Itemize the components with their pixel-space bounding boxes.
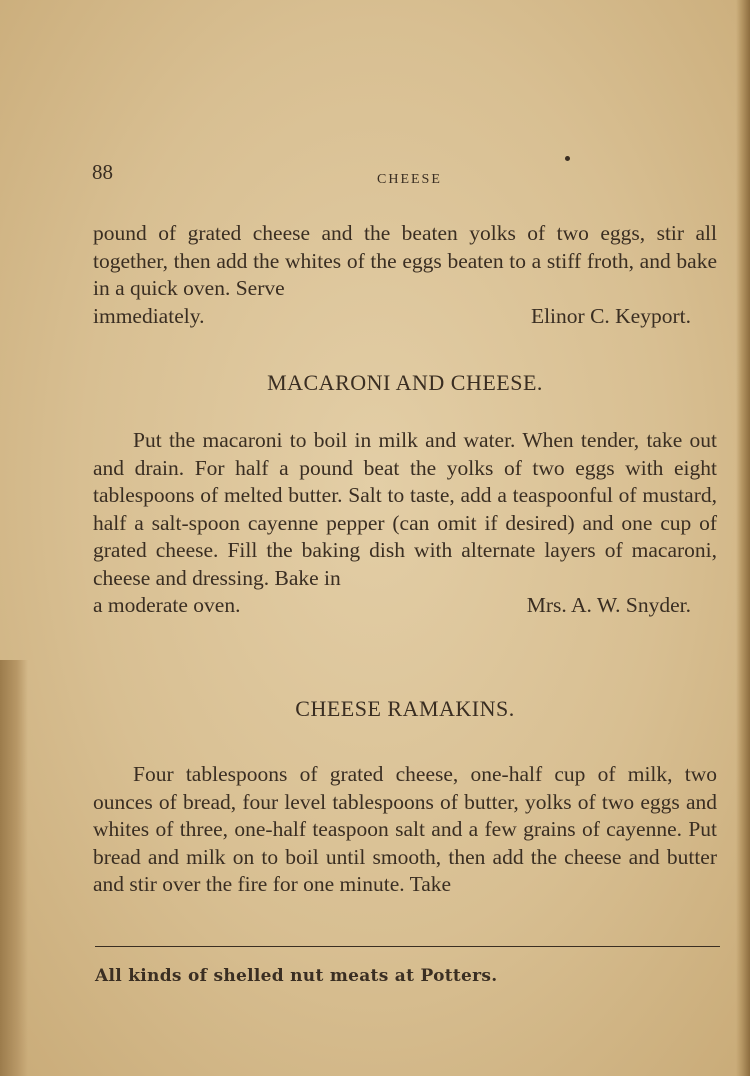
- running-head: CHEESE: [377, 172, 442, 187]
- macaroni-title: MACARONI AND CHEESE.: [267, 370, 543, 395]
- macaroni-paragraph: [93, 427, 717, 620]
- footer-advertisement: All kinds of shelled nut meats at Potters.: [95, 966, 498, 986]
- ramakins-text: Four tablespoons of grated cheese, one-half cup of milk, two ounces of bread, four level tablespoons of butter, yolks of two eggs and whites of three, one-half teaspoon salt and a few grains of cayenne. Put bread and milk on to boil until smooth, then add the cheese and butter and stir over the fire for one minute. Take: [93, 762, 717, 896]
- intro-author: Elinor C. Keyport.: [530, 303, 691, 328]
- page-number: 88: [92, 160, 113, 184]
- intro-last-line: [93, 303, 717, 331]
- page-left-edge: [0, 660, 28, 1076]
- intro-text: pound of grated cheese and the beaten yolks of two eggs, stir all together, then add the whites of the eggs beaten to a stiff froth, and bake in a quick oven. Serve: [93, 221, 717, 300]
- ramakins-paragraph: [93, 761, 717, 899]
- macaroni-last-line: [93, 592, 717, 620]
- macaroni-text: Put the macaroni to boil in milk and water. When tender, take out and drain. For half a pound beat the yolks of two eggs with eight tablespoons of melted butter. Salt to taste, add a teaspoonful of mustard, half a salt-spoon cayenne pepper (can omit if desired) and one cup of grated cheese. Fill the baking dish with alternate layers of macaroni, cheese and dressing. Bake in: [93, 428, 717, 590]
- intro-last-words: immediately.: [93, 303, 205, 328]
- macaroni-author: Mrs. A. W. Snyder.: [526, 593, 691, 617]
- intro-paragraph: [93, 220, 717, 330]
- ramakins-title: CHEESE RAMAKINS.: [295, 696, 515, 721]
- page-right-edge: [736, 0, 750, 1076]
- macaroni-last-words: a moderate oven.: [93, 593, 241, 617]
- footer-rule: [95, 946, 720, 947]
- page-header: [92, 160, 692, 190]
